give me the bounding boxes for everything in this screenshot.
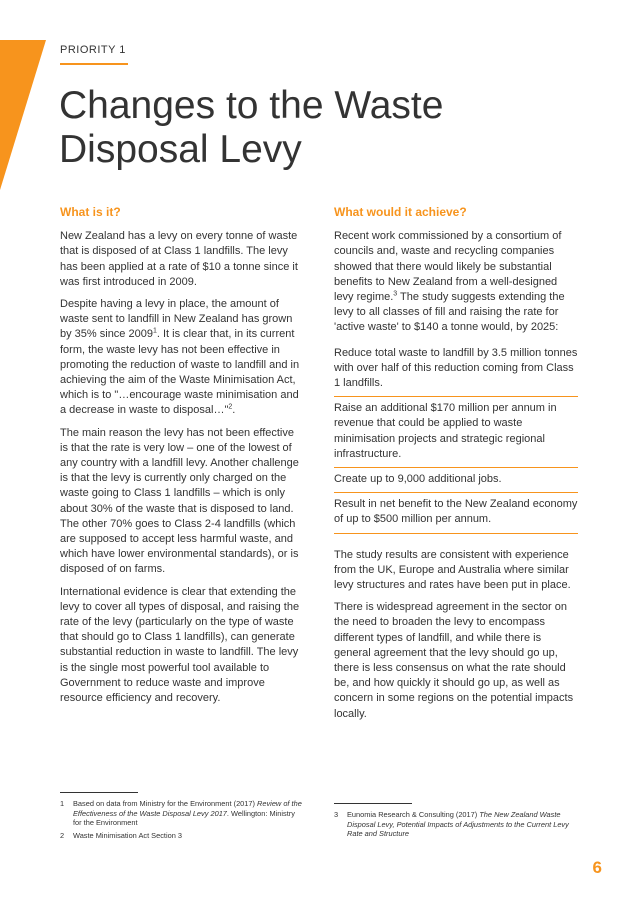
right-column — [334, 205, 578, 729]
footnote-3-text-a: Eunomia Research & Consulting (2017) — [347, 810, 480, 819]
left-paragraph-3: The main reason the levy has not been effective is that the rate is very low – one of the lowest of any country with a landfill levy. Another challenge is that the levy is currently only charged on the waste going to Class 1 landfills – which is only about 30% of the waste that is disposed to land. The other 70% goes to Class 2-4 landfills (which are supposed to accept less harmful waste, and which have lower environmental standards), or is disposed of on farms. — [60, 426, 299, 576]
right-heading: What would it achieve? — [334, 205, 467, 219]
footnotes-right — [334, 810, 578, 842]
footnote-ref-2: 2 — [228, 403, 233, 411]
footnote-2-number: 2 — [60, 830, 65, 840]
left-heading: What is it? — [60, 205, 121, 219]
right-p1-text-b: The study suggests extending the levy to all classes of fill and raising the rate for 'active waste' to $140 a tonne would, by 2025: — [334, 291, 565, 334]
footnote-3-number: 3 — [334, 810, 339, 819]
left-p2-text-c: . — [232, 404, 236, 417]
left-paragraph-4: International evidence is clear that extending the levy to cover all types of disposal, and raising the rate of the levy (particularly on the type of waste that should go to Class 1 landfills), can generate substantial reduction in waste to landfill. The levy is the single most powerful tool available to Government to reduce waste and improve resource efficiency and recovery. — [60, 585, 300, 705]
title-line-2: Disposal Levy — [59, 128, 302, 171]
title-line-1: Changes to the Waste — [59, 84, 444, 127]
right-paragraph-2: The study results are consistent with experience from the UK, Europe and Australia where similar levy structures and rates have been put in place. — [334, 548, 571, 592]
priority-underline — [60, 63, 128, 65]
left-paragraph-2 — [60, 297, 303, 419]
left-p2-text-b: . It is clear that, in its current form, the waste levy has not been effective in promoting the reduction of waste to landfill and in achieving the aim of the Waste Minimisation Act, which is to "…encourage waste minimisation and a decrease in waste to disposal…" — [60, 328, 300, 417]
footnote-3-title: The New Zealand Waste Disposal Levy, Potential Impacts of Adjustments to the Current Levy Rate and Structure — [347, 810, 569, 839]
footnote-2-text: Waste Minimisation Act Section 3 — [73, 830, 182, 840]
list-item: Result in net benefit to the New Zealand economy of up to $500 million per annum. — [334, 493, 578, 533]
list-item: Raise an additional $170 million per annum in revenue that could be applied to waste minimisation projects and strategic regional infrastructure. — [334, 397, 578, 468]
footnote-1-number: 1 — [60, 799, 65, 808]
footnote-1-text-a: Based on data from Ministry for the Environment (2017) — [73, 799, 258, 808]
list-item: Reduce total waste to landfill by 3.5 million tonnes with over half of this reduction coming from Class 1 landfills. — [334, 346, 578, 398]
footnote-1 — [60, 799, 305, 828]
right-p1-text-a: Recent work commissioned by a consortium of councils and, waste and recycling companies showed that there would likely be substantial benefits to New Zealand from a well-designed levy regime. — [334, 230, 562, 304]
footnote-1-title: Review of the Effectiveness of the Waste Disposal Levy 2017 — [73, 799, 302, 818]
list-item: Create up to 9,000 additional jobs. — [334, 468, 578, 493]
left-paragraph-1: New Zealand has a levy on every tonne of waste that is disposed of at Class 1 landfills. The levy has been applied at a rate of $10 a tonne since it was first introduced in 2009. — [60, 230, 298, 288]
footnote-2 — [60, 831, 305, 841]
priority-label: PRIORITY 1 — [60, 44, 126, 56]
page-title — [59, 84, 579, 172]
footnote-ref-3: 3 — [393, 290, 398, 298]
footnote-1-text-b: . Wellington: Ministry for the Environment — [73, 808, 295, 828]
page-number: 6 — [592, 858, 602, 877]
right-paragraph-1 — [334, 229, 578, 335]
footnote-rule-right — [334, 803, 412, 804]
left-column — [60, 205, 303, 713]
footnote-ref-1: 1 — [152, 327, 157, 335]
right-paragraph-3: There is widespread agreement in the sector on the need to broaden the levy to encompass different types of landfill, and while there is general agreement that the levy should go up, there is less consensus on what the rate should be, and how quickly it should go up, as well as concern in some regions on the potential impacts locally. — [334, 601, 574, 720]
left-p2-text-a: Despite having a levy in place, the amount of waste sent to landfill in New Zealand has grown by 35% since 2009 — [60, 298, 293, 341]
benefits-list — [334, 346, 578, 534]
orange-corner-shape — [0, 40, 46, 190]
footnote-rule-left — [60, 792, 138, 793]
footnotes-left — [60, 799, 305, 843]
footnote-3 — [334, 810, 578, 839]
